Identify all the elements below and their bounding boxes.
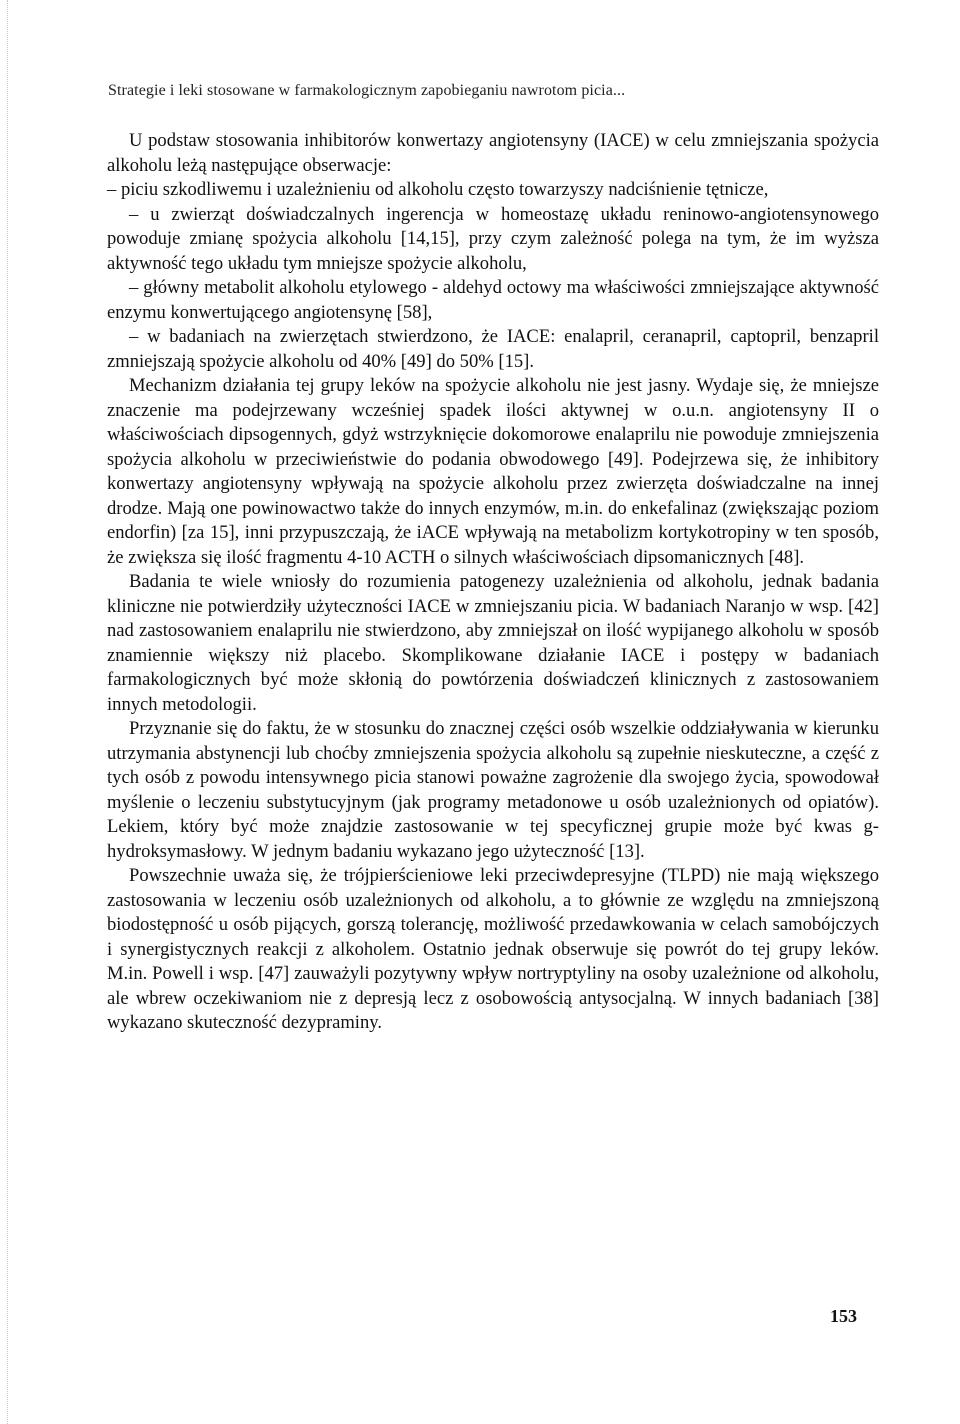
list-item-animal-studies: – w badaniach na zwierzętach stwierdzono, że IACE: enalapril, ceranapril, captopril, benzapril zmniejszają spożycie alkoholu od 40% [49] do 50% [15]. — [107, 326, 879, 372]
running-header: Strategie i leki stosowane w farmakologicznym zapobieganiu nawrotom picia... — [108, 82, 626, 99]
list-item-hypertension: – piciu szkodliwemu i uzależnieniu od alkoholu często towarzyszy nadciśnienie tętnicze, — [107, 179, 769, 200]
paragraph-substitution: Przyznanie się do faktu, że w stosunku do znacznej części osób wszelkie oddziaływania w kierunku utrzymania abstynencji lub choćby zmniejszenia spożycia alkoholu są zupełnie nieskuteczne, a część z tych osób z powodu intensywnego picia stanowi poważne zagrożenie dla swojego życia, spowodował myślenie o leczeniu substytucyjnym (jak programy metadonowe u osób uzależnionych od opiatów). Lekiem, który być może znajdzie zastosowanie w tej specyficznej grupie może być kwas g-hydroksymasłowy. W jednym badaniu wykazano jego użyteczność [13]. — [107, 718, 879, 862]
scan-edge-line — [7, 0, 9, 1424]
paragraph-mechanism: Mechanizm działania tej grupy leków na spożycie alkoholu nie jest jasny. Wydaje się, że mniejsze znaczenie ma podejrzewany wcześniej spadek ilości aktywnej w o.u.n. angiotensyny II o właściwościach dipsogennych, gdyż wstrzyknięcie dokomorowe enalaprilu nie powoduje zmniejszenia spożycia alkoholu w przeciwieństwie do podania obwodowego [49]. Podejrzewa się, że inhibitory konwertazy angiotensyny wpływają na spożycie alkoholu przez zwierzęta doświadczalne na innej drodze. Mają one powinowactwo także do innych enzymów, m.in. do enkefalinaz (zwiększając poziom endorfin) [za 15], inni przypuszczają, że iACE wpływają na metabolizm kortykotropiny w ten sposób, że zwiększa się ilość fragmentu 4-10 ACTH o silnych właściwościach dipsomanicznych [48]. — [107, 375, 879, 568]
list-item-renin-angiotensin: – u zwierząt doświadczalnych ingerencja w homeostazę układu reninowo-angiotensynowego powoduje zmianę spożycia alkoholu [14,15], przy czym zależność polega na tym, że im wyższa aktywność tego układu tym mniejsze spożycie alkoholu, — [107, 203, 879, 274]
paragraph-tricyclics: Powszechnie uważa się, że trójpierścieniowe leki przeciwdepresyjne (TLPD) nie mają większego zastosowania w leczeniu osób uzależnionych od alkoholu, a to głównie ze względu na zmniejszoną biodostępność u osób pijących, gorszą tolerancję, możliwość przedawkowania w celach samobójczych i synergistycznych reakcji z alkoholem. Ostatnio jednak obserwuje się powrót do tej grupy leków. M.in. Powell i wsp. [47] zauważyli pozytywny wpływ nortryptyliny na osoby uzależnione od alkoholu, ale wbrew oczekiwaniom nie z depresją lecz z osobowością antysocjalną. W innych badaniach [38] wykazano skuteczność dezypraminy. — [107, 865, 879, 1033]
body-text — [107, 129, 879, 1036]
paragraph-clinical-trials: Badania te wiele wniosły do rozumienia patogenezy uzależnienia od alkoholu, jednak badania kliniczne nie potwierdziły użyteczności IACE w zmniejszaniu picia. W badaniach Naranjo w wsp. [42] nad zastosowaniem enalaprilu nie stwierdzono, aby zmniejszał on ilość wypijanego alkoholu w sposób znamiennie większy niż placebo. Skomplikowane działanie IACE i postępy w badaniach farmakologicznych być może skłonią do powtórzenia doświadczeń klinicznych z zastosowaniem innych metodologii. — [107, 571, 879, 715]
list-item-acetaldehyde: – główny metabolit alkoholu etylowego - aldehyd octowy ma właściwości zmniejszające aktywność enzymu konwertującego angiotensynę [58], — [107, 277, 879, 323]
page-number: 153 — [830, 1306, 857, 1326]
paragraph-intro: U podstaw stosowania inhibitorów konwertazy angiotensyny (IACE) w celu zmniejszania spożycia alkoholu leżą następujące obserwacje: — [107, 130, 879, 176]
